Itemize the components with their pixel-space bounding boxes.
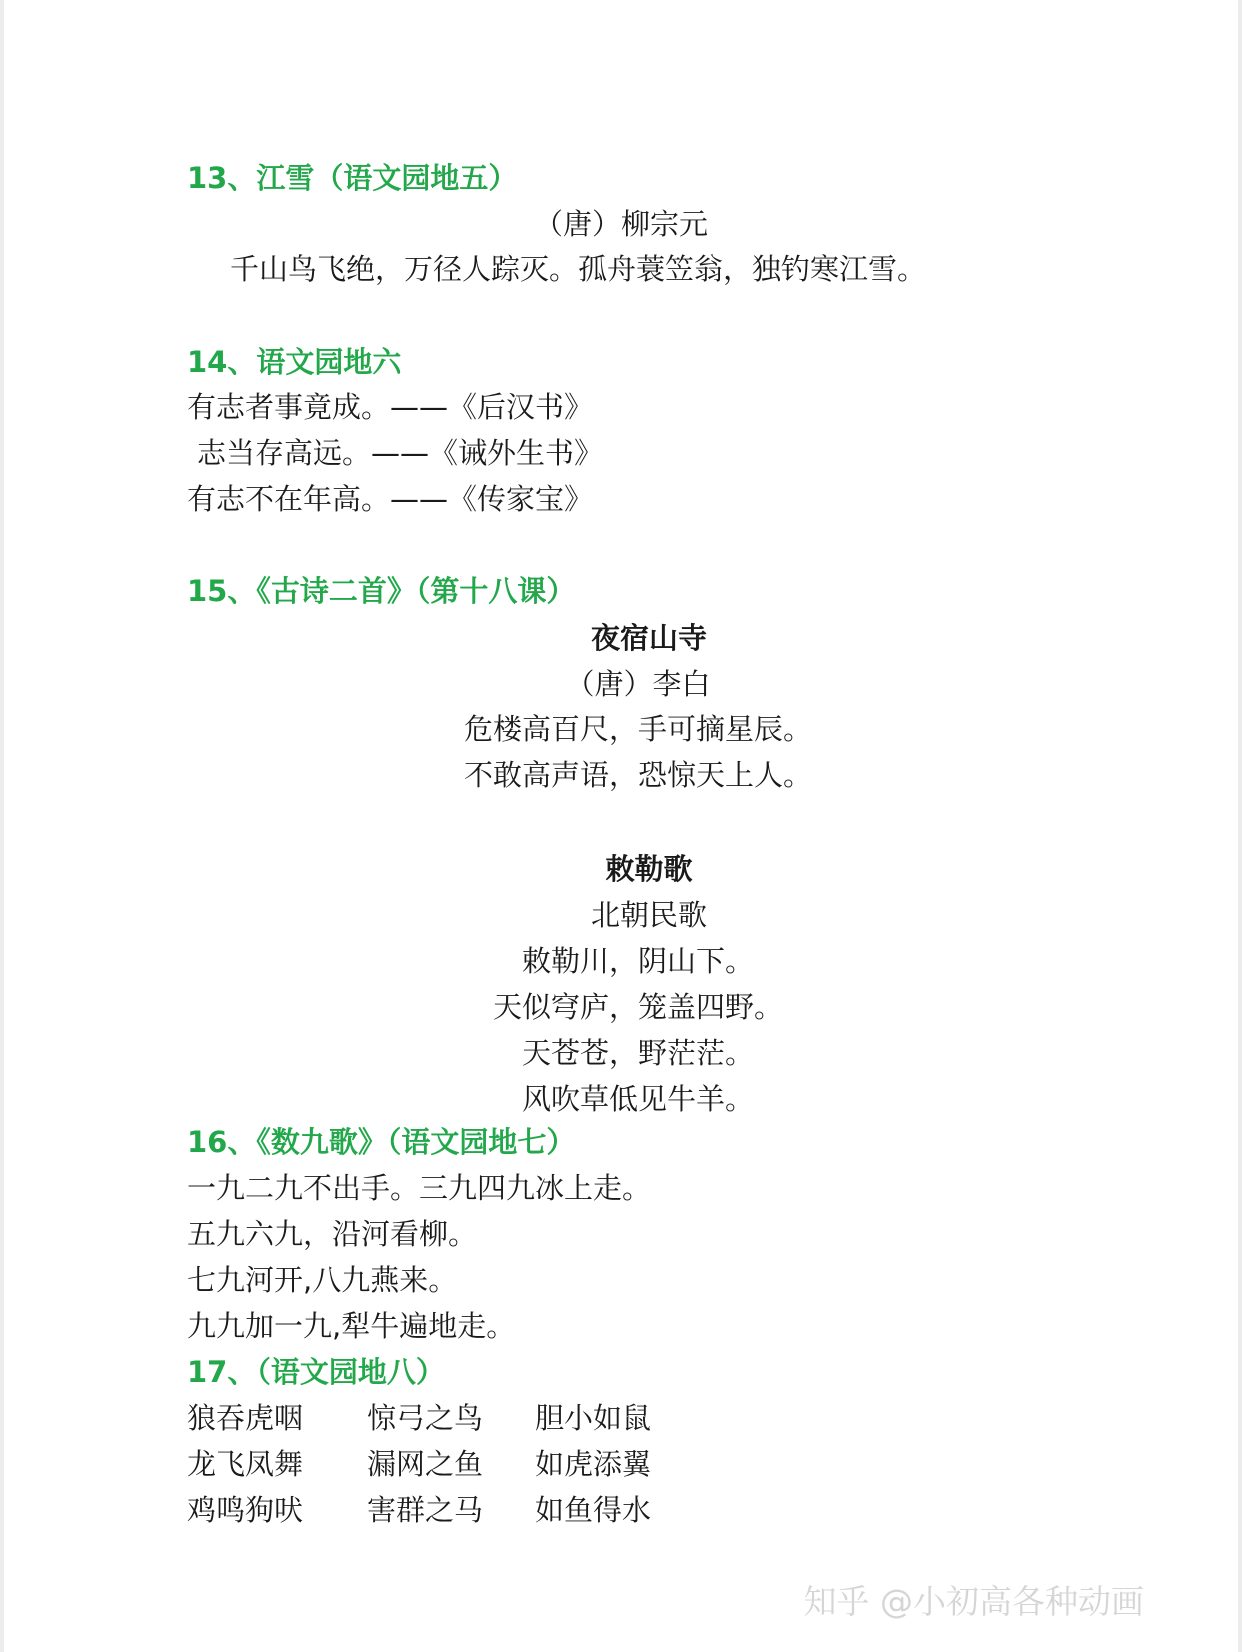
poem-line: 天苍苍，野茫茫。 (521, 1036, 754, 1070)
idiom: 胆小如鼠 (535, 1401, 652, 1435)
poem-author: 北朝民歌 (590, 898, 707, 932)
section-15-heading: 15、《古诗二首》（第十八课） (187, 574, 576, 608)
idiom: 鸡鸣狗吠 (187, 1493, 304, 1527)
rhyme-line: 七九河开,八九燕来。 (187, 1263, 458, 1297)
poem-author: （唐）李白 (565, 667, 711, 701)
idiom: 狼吞虎咽 (187, 1401, 304, 1435)
poem-line: 天似穹庐，笼盖四野。 (492, 990, 783, 1024)
section-13-heading: 13、江雪（语文园地五） (187, 161, 518, 195)
idiom: 如虎添翼 (535, 1447, 652, 1481)
rhyme-line: 一九二九不出手。三九四九冰上走。 (187, 1171, 652, 1205)
page-edge-right (1238, 0, 1242, 1652)
idiom: 惊弓之鸟 (367, 1401, 484, 1435)
page-edge-left (0, 0, 4, 1652)
section-13-author: （唐）柳宗元 (533, 207, 708, 241)
quote-line: 志当存高远。——《诫外生书》 (197, 436, 604, 470)
zhihu-watermark: 知乎 @小初高各种动画 (803, 1582, 1144, 1621)
poem-line: 危楼高百尺，手可摘星辰。 (463, 712, 812, 746)
poem-line: 敕勒川，阴山下。 (521, 944, 754, 978)
rhyme-line: 九九加一九,犁牛遍地走。 (187, 1309, 516, 1343)
quote-line: 有志者事竟成。——《后汉书》 (187, 390, 594, 424)
section-16-heading: 16、《数九歌》（语文园地七） (187, 1125, 576, 1159)
poem-title: 夜宿山寺 (590, 621, 707, 655)
poem-line: 不敢高声语，恐惊天上人。 (463, 758, 812, 792)
idiom: 害群之马 (367, 1493, 484, 1527)
poem-title: 敕勒歌 (605, 852, 693, 886)
idiom: 龙飞凤舞 (187, 1447, 304, 1481)
quote-line: 有志不在年高。——《传家宝》 (187, 482, 594, 516)
poem-line: 风吹草低见牛羊。 (521, 1082, 754, 1116)
section-17-heading: 17、（语文园地八） (187, 1355, 445, 1389)
idiom: 如鱼得水 (535, 1493, 652, 1527)
rhyme-line: 五九六九，沿河看柳。 (187, 1217, 478, 1251)
section-14-heading: 14、语文园地六 (187, 345, 402, 379)
section-13-poem: 千山鸟飞绝，万径人踪灭。孤舟蓑笠翁，独钓寒江雪。 (230, 252, 927, 286)
idiom: 漏网之鱼 (367, 1447, 484, 1481)
